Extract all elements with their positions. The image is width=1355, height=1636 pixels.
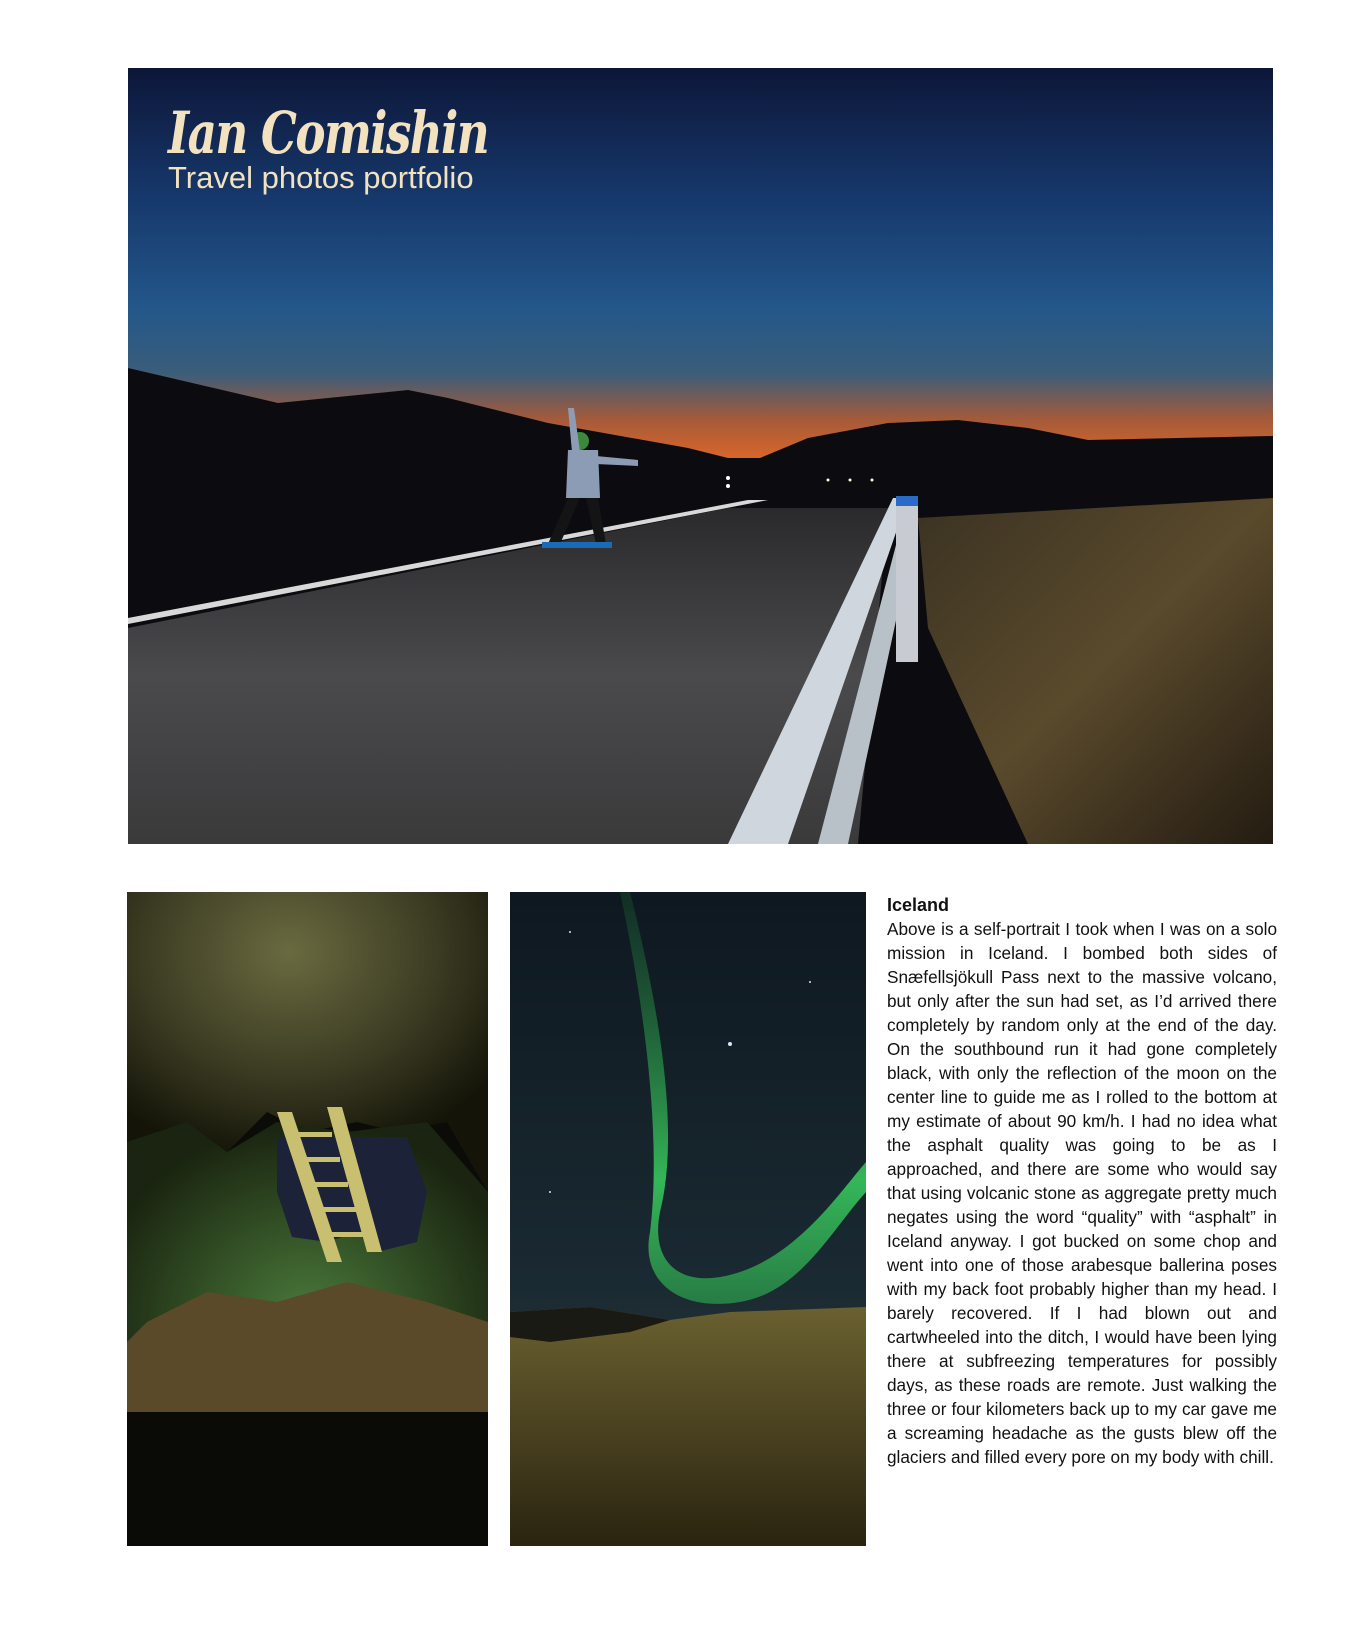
article-title: Iceland <box>887 895 950 915</box>
lava-cave-ladder-image <box>127 892 488 1546</box>
aurora-photo <box>510 892 866 1546</box>
article <box>887 893 1277 1469</box>
brand-block <box>168 99 578 195</box>
cave-photo <box>127 892 488 1546</box>
portfolio-tagline: Travel photos portfolio <box>168 160 474 195</box>
hero-photo <box>128 68 1273 844</box>
article-body: Above is a self-portrait I took when I was on a solo mission in Iceland. I bombed both sides of Snæfellsjökull Pass next to the massive volcano, but only after the sun had set, as I’d arrived there completely by random only at the end of the day. On the southbound run it had gone completely black, with only the reflection of the moon on the center line to guide me as I rolled to the bottom at my estimate of about 90 km/h. I had no idea what the asphalt quality was going to be as I approached, and there are some who would say that using volcanic stone as aggregate pretty much negates using the word “quality” with “asphalt” in Iceland anyway. I got bucked on some chop and went into one of those arabesque ballerina poses with my back foot probably higher than my head. I barely recovered. If I had blown out and cartwheeled into the ditch, I would have been lying there at subfreezing temperatures for possibly days, as these roads are remote. Just walking the three or four kilometers back up to my car gave me a screaming headache as the gusts blew off the glaciers and filled every pore on my body with chill. <box>887 919 1277 1467</box>
photographer-name: Ian Comishin <box>168 99 489 167</box>
northern-lights-image <box>510 892 866 1546</box>
